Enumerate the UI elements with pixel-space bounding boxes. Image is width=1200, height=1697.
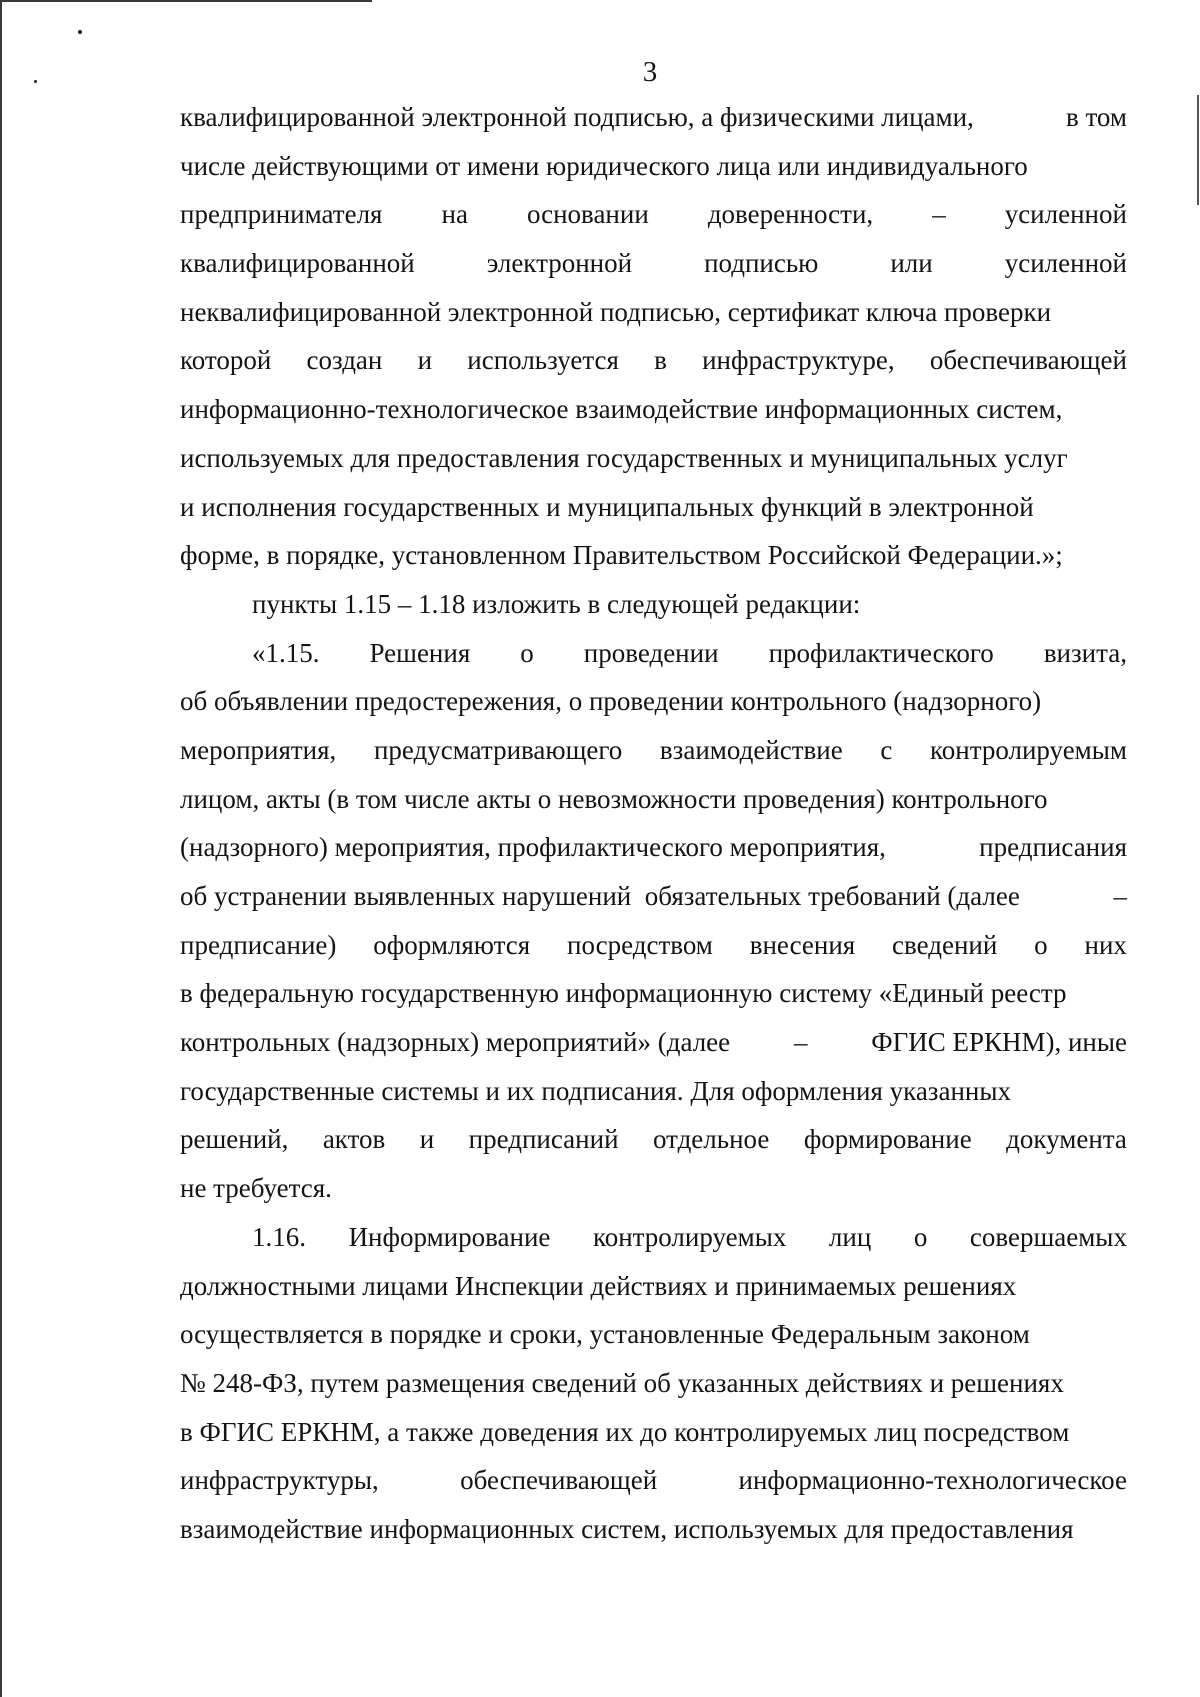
text-segment: решений, bbox=[180, 1124, 289, 1155]
text-segment: и bbox=[419, 1124, 435, 1155]
text-line bbox=[180, 531, 1127, 580]
text-segment: неквалифицированной электронной подписью, сертификат ключа проверки bbox=[180, 296, 1052, 327]
text-segment: документа bbox=[1006, 1124, 1127, 1155]
text-segment: оформляются bbox=[373, 929, 531, 960]
text-line bbox=[180, 629, 1127, 678]
text-segment: о bbox=[1034, 929, 1048, 960]
text-segment: Решения bbox=[369, 637, 471, 668]
text-segment: или bbox=[890, 248, 933, 279]
text-line bbox=[180, 1456, 1127, 1505]
text-segment: государственные системы и их подписания. Для оформления указанных bbox=[180, 1075, 1011, 1106]
text-segment: инфраструктуре, bbox=[702, 345, 895, 376]
text-segment: Информирование bbox=[348, 1221, 551, 1252]
text-segment: подписью bbox=[704, 248, 819, 279]
text-segment: усиленной bbox=[1004, 248, 1127, 279]
text-segment: визита, bbox=[1043, 637, 1127, 668]
text-line bbox=[180, 483, 1127, 532]
text-line bbox=[180, 1505, 1127, 1554]
scan-edge-mark bbox=[1197, 95, 1199, 205]
text-segment: информационно-технологическое взаимодействие информационных систем, bbox=[180, 394, 1063, 425]
text-line bbox=[180, 726, 1127, 775]
text-segment: предписания bbox=[979, 832, 1127, 863]
text-line bbox=[180, 1067, 1127, 1116]
text-line bbox=[180, 872, 1127, 921]
text-segment: квалифицированной электронной подписью, а физическими лицами, bbox=[180, 102, 974, 132]
text-line bbox=[180, 1262, 1127, 1311]
text-segment: совершаемых bbox=[969, 1221, 1127, 1252]
text-line bbox=[180, 239, 1127, 288]
text-segment: создан bbox=[306, 345, 383, 376]
text-segment: контролируемым bbox=[930, 734, 1127, 765]
text-line bbox=[180, 1359, 1127, 1408]
text-line bbox=[180, 775, 1127, 824]
text-line bbox=[180, 823, 1127, 872]
text-segment: мероприятия, bbox=[180, 734, 337, 765]
text-segment: внесения bbox=[749, 929, 856, 960]
text-segment: обеспечивающей bbox=[929, 345, 1127, 376]
text-segment: усиленной bbox=[1004, 199, 1127, 230]
page-border-top bbox=[0, 0, 372, 2]
text-segment: форме, в порядке, установленном Правительством Российской Федерации.»; bbox=[180, 540, 1063, 571]
text-segment: с bbox=[880, 734, 893, 765]
text-segment: числе действующими от имени юридического лица или индивидуального bbox=[180, 150, 1028, 181]
text-segment: «1.15. bbox=[252, 637, 320, 668]
text-segment: № 248-ФЗ, путем размещения сведений об указанных действиях и решениях bbox=[180, 1367, 1064, 1398]
page-border-left bbox=[0, 0, 2, 1697]
text-segment: предписаний bbox=[468, 1124, 619, 1155]
text-segment: проведении bbox=[583, 637, 719, 668]
text-line bbox=[180, 434, 1127, 483]
text-line bbox=[180, 385, 1127, 434]
page-number: 3 bbox=[642, 56, 658, 88]
text-line bbox=[180, 969, 1127, 1018]
text-line bbox=[180, 1164, 1127, 1213]
text-segment: основании bbox=[526, 199, 649, 230]
text-segment: предпринимателя bbox=[180, 199, 383, 230]
text-segment: (надзорного) мероприятия, профилактического мероприятия, bbox=[180, 832, 886, 863]
text-segment: контролируемых bbox=[592, 1221, 787, 1252]
text-line bbox=[180, 1213, 1127, 1262]
text-segment: лиц bbox=[828, 1221, 872, 1252]
text-segment: них bbox=[1084, 929, 1127, 960]
text-segment: – bbox=[793, 1027, 808, 1058]
text-line bbox=[180, 921, 1127, 970]
text-segment: – bbox=[1113, 881, 1127, 911]
text-segment: используется bbox=[467, 345, 619, 376]
text-segment: электронной bbox=[486, 248, 633, 279]
text-segment: которой bbox=[180, 345, 272, 376]
text-segment: взаимодействие bbox=[659, 734, 843, 765]
text-line bbox=[180, 1408, 1127, 1457]
text-segment: ФГИС ЕРКНМ), иные bbox=[871, 1027, 1127, 1058]
scan-speck bbox=[78, 30, 82, 34]
text-segment: о bbox=[520, 637, 534, 668]
text-line bbox=[180, 288, 1127, 337]
text-line bbox=[180, 93, 1127, 142]
text-line bbox=[180, 1310, 1127, 1359]
text-segment: взаимодействие информационных систем, используемых для предоставления bbox=[180, 1513, 1074, 1544]
text-segment: информационно-технологическое bbox=[738, 1465, 1127, 1496]
text-line bbox=[180, 142, 1127, 191]
text-segment: в федеральную государственную информационную систему «Единый реестр bbox=[180, 978, 1067, 1009]
text-segment: об объявлении предостережения, о проведении контрольного (надзорного) bbox=[180, 686, 1042, 717]
text-segment: предусматривающего bbox=[373, 734, 623, 765]
text-segment: актов bbox=[322, 1124, 386, 1155]
text-segment: посредством bbox=[567, 929, 713, 960]
text-segment: используемых для предоставления государственных и муниципальных услуг bbox=[180, 442, 1068, 473]
text-line bbox=[180, 677, 1127, 726]
text-segment: в bbox=[654, 345, 667, 376]
text-segment: обеспечивающей bbox=[460, 1465, 658, 1496]
text-segment: 1.16. bbox=[252, 1221, 306, 1252]
text-segment: лицом, акты (в том числе акты о невозможности проведения) контрольного bbox=[180, 783, 1048, 814]
text-segment: в ФГИС ЕРКНМ, а также доведения их до контролируемых лиц посредством bbox=[180, 1416, 1070, 1447]
text-segment: в том bbox=[1065, 102, 1127, 132]
text-segment: контрольных (надзорных) мероприятий» (далее bbox=[180, 1027, 731, 1058]
text-segment: не требуется. bbox=[180, 1173, 332, 1204]
text-segment: должностными лицами Инспекции действиях и принимаемых решениях bbox=[180, 1270, 1017, 1301]
text-segment: пункты 1.15 – 1.18 изложить в следующей редакции: bbox=[252, 588, 861, 619]
text-line bbox=[180, 1018, 1127, 1067]
text-segment: квалифицированной bbox=[180, 248, 415, 279]
document-body bbox=[180, 93, 1127, 1554]
text-segment: предписание) bbox=[180, 929, 337, 960]
text-line bbox=[180, 1115, 1127, 1164]
text-line bbox=[180, 580, 1127, 629]
text-segment: и bbox=[417, 345, 433, 376]
text-segment: сведений bbox=[892, 929, 998, 960]
text-line bbox=[180, 190, 1127, 239]
text-segment: осуществляется в порядке и сроки, установленные Федеральным законом bbox=[180, 1319, 1030, 1350]
text-segment: об устранении выявленных нарушений обязательных требований (далее bbox=[180, 881, 1020, 911]
text-line bbox=[180, 336, 1127, 385]
text-segment: инфраструктуры, bbox=[180, 1465, 379, 1496]
text-segment: профилактического bbox=[768, 637, 994, 668]
text-segment: на bbox=[441, 199, 468, 230]
text-segment: формирование bbox=[803, 1124, 972, 1155]
text-segment: доверенности, bbox=[707, 199, 874, 230]
text-segment: и исполнения государственных и муниципальных функций в электронной bbox=[180, 491, 1034, 522]
text-segment: – bbox=[932, 199, 946, 230]
text-segment: о bbox=[913, 1221, 928, 1252]
text-segment: отдельное bbox=[652, 1124, 770, 1155]
